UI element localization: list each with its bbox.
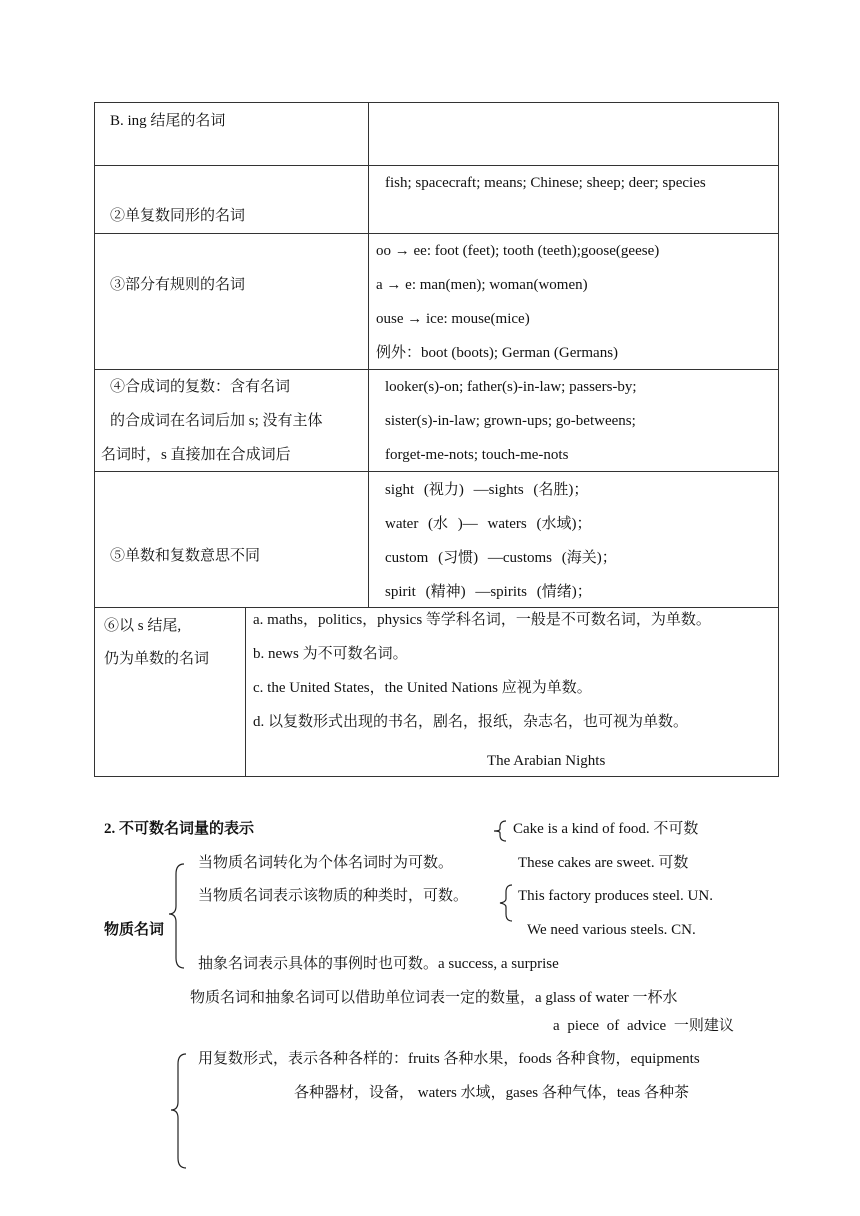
row-5-example-1: sight (视力) —sights (名胜)；	[385, 482, 589, 498]
brace-steel-examples	[498, 884, 514, 922]
plural-variety-rule-cont: 各种器材，设备， waters 水域，gases 各种气体，teas 各种茶	[294, 1085, 689, 1101]
row-3-example-2: a → e: man(men); woman(women)	[376, 277, 588, 293]
row-6-note-b: b. news 为不可数名词。	[253, 646, 408, 662]
rule-abstract-noun: 抽象名词表示具体的事例时也可数。a success, a surprise	[198, 956, 559, 972]
brace-small-top	[492, 820, 508, 842]
section-heading: 2. 不可数名词量的表示	[104, 821, 255, 837]
row-5-example-3: custom (习惯) —customs (海关)；	[385, 550, 617, 566]
row-6-example-title: The Arabian Nights	[487, 753, 606, 769]
row-5-example-2: water (水 )— waters (水域)；	[385, 516, 592, 532]
row-6-label-2: 仍为单数的名词	[104, 651, 210, 667]
row-4-example-1: looker(s)-on; father(s)-in-law; passers-by;	[385, 379, 637, 395]
brace-plural-forms	[168, 1052, 190, 1170]
example-steels-countable: We need various steels. CN.	[527, 922, 696, 938]
row-4-example-3: forget-me-nots; touch-me-nots	[385, 447, 569, 463]
row-3-example-3: ouse → ice: mouse(mice)	[376, 311, 530, 327]
row-3-example-1: oo → ee: foot (feet); tooth (teeth);goose(geese)	[376, 243, 660, 259]
unit-word-rule: 物质名词和抽象名词可以借助单位词表一定的数量，a glass of water 一杯水	[190, 990, 678, 1006]
row-6-note-d: d. 以复数形式出现的书名，剧名，报纸，杂志名，也可视为单数。	[253, 714, 689, 730]
rule-material-kind: 当物质名词表示该物质的种类时，可数。	[198, 888, 469, 904]
row-5-label: ⑤单数和复数意思不同	[110, 548, 261, 564]
example-cakes-countable: These cakes are sweet. 可数	[518, 855, 689, 871]
row-3-example-4: 例外：boot (boots); German (Germans)	[376, 345, 619, 361]
rule-individual-noun: 当物质名词转化为个体名词时为可数。	[198, 855, 454, 871]
example-steel-uncountable: This factory produces steel. UN.	[518, 888, 713, 904]
row-3-label: ③部分有规则的名词	[110, 277, 246, 293]
example-cake-uncountable: Cake is a kind of food. 不可数	[513, 821, 699, 837]
row-6-note-c: c. the United States，the United Nations 应视为单数。	[253, 680, 592, 696]
row-4-label-3: 名词时，s 直接加在合成词后	[101, 447, 291, 463]
row-6-note-a: a. maths，politics，physics 等学科名词，一般是不可数名词，为单数。	[253, 612, 711, 628]
row-2-examples: fish; spacecraft; means; Chinese; sheep; deer; species	[385, 175, 706, 191]
plural-variety-rule: 用复数形式，表示各种各样的：fruits 各种水果，foods 各种食物，equipments	[198, 1051, 700, 1067]
row-5-example-4: spirit (精神) —spirits (情绪)；	[385, 584, 592, 600]
row-b-label: B. ing 结尾的名词	[110, 113, 226, 129]
row-4-label-2: 的合成词在名词后加 s; 没有主体	[110, 413, 323, 429]
unit-word-example: a piece of advice 一则建议	[553, 1018, 734, 1034]
row-2-label: ②单复数同形的名词	[110, 208, 246, 224]
row-6-label-1: ⑥以 s 结尾,	[104, 618, 182, 634]
row-4-label-1: ④合成词的复数：含有名词	[110, 379, 291, 395]
row-4-example-2: sister(s)-in-law; grown-ups; go-betweens;	[385, 413, 636, 429]
brace-material-noun	[166, 862, 188, 970]
label-material-noun: 物质名词	[104, 922, 165, 938]
